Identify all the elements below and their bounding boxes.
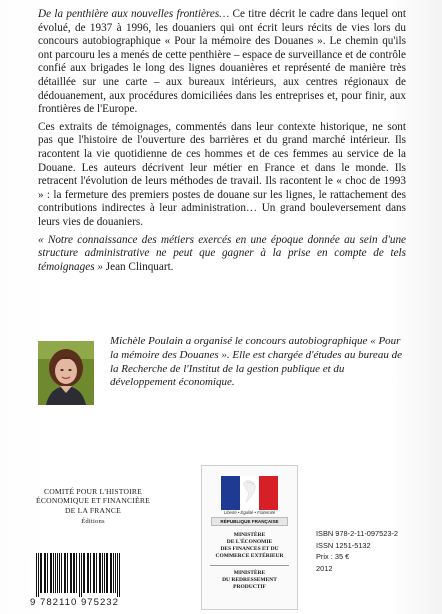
ministry-1-line-1: MINISTÈRE bbox=[233, 532, 266, 538]
barcode-bar bbox=[102, 553, 103, 593]
barcode-bar bbox=[50, 553, 52, 593]
republic-label: RÉPUBLIQUE FRANÇAISE bbox=[211, 517, 288, 526]
committee-line-3: DE LA FRANCE bbox=[65, 505, 121, 515]
barcode-bar bbox=[76, 553, 77, 593]
ministry-logo-box bbox=[201, 465, 298, 610]
barcode-bar bbox=[110, 553, 112, 593]
barcode-bar bbox=[57, 553, 58, 593]
barcode-bar bbox=[55, 553, 56, 593]
ministry-divider bbox=[210, 565, 289, 566]
barcode-bar bbox=[47, 553, 48, 593]
isbn-text: ISBN 978-2-11-097523-2 bbox=[316, 529, 399, 538]
barcode-bar bbox=[115, 553, 116, 593]
barcode-bar bbox=[67, 553, 68, 593]
price-text: Prix : 35 € bbox=[316, 552, 350, 561]
barcode-bar bbox=[117, 553, 118, 597]
barcode-bar bbox=[83, 553, 85, 593]
barcode-bar bbox=[73, 553, 75, 593]
barcode-bar bbox=[99, 553, 101, 593]
ministry-1-line-4: COMMERCE EXTÉRIEUR bbox=[215, 553, 284, 559]
barcode-bar bbox=[81, 553, 82, 597]
barcode-bar bbox=[36, 553, 37, 597]
publisher-committee bbox=[18, 487, 168, 527]
barcode-bar bbox=[96, 553, 97, 593]
barcode-bar bbox=[106, 553, 108, 593]
committee-line-2: ÉCONOMIQUE ET FINANCIÈRE bbox=[36, 496, 150, 506]
barcode-bar bbox=[64, 553, 66, 593]
tricolor-flag-icon bbox=[213, 472, 287, 512]
quote-author: Jean Clinquart. bbox=[102, 260, 174, 273]
paragraph-intro bbox=[38, 8, 406, 117]
barcode-bar bbox=[61, 553, 62, 593]
issn-text: ISSN 1251-5132 bbox=[316, 540, 371, 550]
barcode-bar bbox=[119, 553, 120, 597]
committee-editions: Éditions bbox=[81, 518, 105, 526]
barcode-bar bbox=[87, 553, 89, 593]
publication-info bbox=[316, 528, 436, 574]
barcode-bar bbox=[79, 553, 80, 597]
committee-line-1: COMITÉ POUR L'HISTOIRE bbox=[43, 487, 143, 496]
republic-motto: Liberté • Égalité • Fraternité bbox=[223, 510, 276, 515]
barcode-bar bbox=[113, 553, 114, 593]
barcode-bar bbox=[53, 553, 54, 593]
ministry-2-line-3: PRODUCTIF bbox=[233, 584, 266, 590]
portrait-image bbox=[38, 341, 94, 405]
barcode-bars bbox=[30, 553, 162, 597]
quote-text: « Notre connaissance des métiers exercés en une époque donnée au sein d'une structure administrative ne peut que gagner à la prise en compte de tels témoignages » bbox=[38, 233, 406, 273]
author-portrait bbox=[38, 341, 94, 405]
year-text: 2012 bbox=[316, 563, 333, 573]
barcode-bar bbox=[104, 553, 105, 593]
barcode-bar bbox=[90, 553, 91, 593]
marianne-flag-logo bbox=[213, 472, 287, 512]
barcode-bar bbox=[38, 553, 39, 597]
ministry-2-line-2: DU REDRESSEMENT bbox=[222, 577, 277, 583]
intro-rest: Ce titre décrit le cadre dans lequel ont évolué, de 1937 à 1996, les douaniers qui ont écrit leurs récits de vies lors du concours autobiographique « Pour la mémoire des Douanes ». Le chemin qu'ils ont parcouru les a menés de cette penthière – espace de surveillance et de contrôle confié aux brigades le long des lignes douanières et représenté de manière très détaillée sur une carte – aux bureaux intérieurs, aux centres régionaux de dédouanement, aux procédures domiciliées dans les entreprises et, pour finir, aux frontières de l'Europe. bbox=[38, 8, 406, 116]
paragraph-testimonies: Ces extraits de témoignages, commentés dans leur contexte historique, ne sont pas que l'histoire de l'ouverture des barrières et du grand marché intérieur. Ils racontent la vie quotidienne de ces hommes et de ces femmes au service de la Douane. Les auteurs décrivent leur métier en France et dans le monde. Ils retracent l'évolution de leurs méthodes de travail. Ils racontent le « choc de 1993 » : la fermeture des premiers postes de douane sur les lignes, le rattachement des contributions indirectes à leur administration… Un grand bouleversement dans leurs vies de douaniers. bbox=[38, 120, 406, 228]
barcode-bar bbox=[70, 553, 72, 593]
barcode-bar bbox=[59, 553, 60, 593]
summary-text bbox=[38, 8, 406, 278]
barcode-bar bbox=[40, 553, 42, 593]
quote bbox=[38, 234, 406, 275]
barcode-bar bbox=[93, 553, 95, 593]
barcode-bar bbox=[44, 553, 46, 593]
author-bio: Michèle Poulain a organisé le concours autobiographique « Pour la mémoire des Douanes ». Elle est chargée d'études au bureau de la Recherche de l'Institut de la gestion publique et du développement économique. bbox=[110, 335, 402, 389]
ministry-1-line-3: DES FINANCES ET DU bbox=[220, 546, 279, 552]
intro-title: De la penthière aux nouvelles frontières… bbox=[38, 8, 230, 20]
barcode-digits: 9 782110 975232 bbox=[30, 597, 164, 608]
ministry-1-line-2: DE L'ÉCONOMIE bbox=[226, 539, 273, 545]
ministry-2-line-1: MINISTÈRE bbox=[233, 570, 266, 576]
